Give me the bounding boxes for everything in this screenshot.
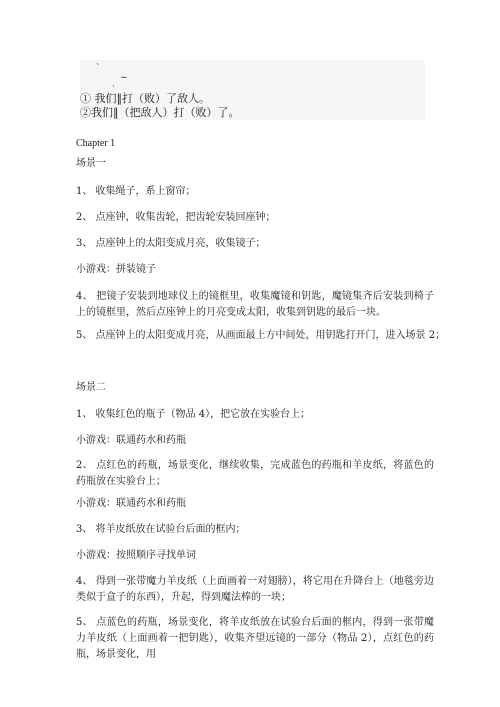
example-sentence-1: ① 我们‖打（败）了敌人。 (80, 92, 210, 105)
scene2-step5: 5、 点蓝色的药瓶，场景变化，将羊皮纸放在试验台后面的框内，得到一张带魔力羊皮纸（上面画着一把钥匙），收集齐望远镜的一部分（物品 2），点红色的药瓶，场景变化，用 (76, 617, 434, 660)
scene2-step2: 2、 点红色的药瓶，场景变化，继续收集，完成蓝色的药瓶和羊皮纸，将蓝色的药瓶放在实验台上； (76, 460, 434, 487)
stray-mark: ~ (120, 73, 128, 83)
scene1-step3: 3、 点座钟上的太阳变成月亮，收集镜子； (76, 238, 266, 249)
example-sentence-2: ②我们‖（把敌人）打（败）了。 (80, 106, 240, 119)
scene2-minigame3: 小游戏：按照顺序寻找单词 (76, 550, 196, 561)
stray-mark: ` (96, 64, 101, 74)
scene2-minigame1: 小游戏：联通药水和药瓶 (76, 435, 186, 446)
scene1-title: 场景一 (76, 158, 106, 169)
stray-mark: · (112, 82, 115, 92)
scene1-step4: 4、 把镜子安装到地球仪上的镜框里，收集魔镜和钥匙，魔镜集齐后安装到椅子上的镜框里，然后点座钟上的月亮变成太阳，收集到钥匙的最后一块。 (76, 291, 434, 318)
scene2-step1: 1、 收集红色的瓶子（物品 4），把它放在实验台上； (76, 409, 311, 420)
scene2-step3: 3、 将羊皮纸放在试验台后面的框内； (76, 524, 246, 535)
scene1-step5: 5、 点座钟上的太阳变成月亮，从画面最上方中间处，用钥匙打开门，进入场景 2； (76, 330, 446, 341)
chapter-heading: Chapter 1 (76, 138, 116, 149)
scene2-title: 场景二 (76, 382, 106, 393)
scene1-minigame: 小游戏：拼装镜子 (76, 264, 156, 275)
scene1-step2: 2、 点座钟，收集齿轮，把齿轮安装回座钟； (76, 212, 276, 223)
scene1-step1: 1、 收集绳子，系上窗帘； (76, 186, 196, 197)
scene2-minigame2: 小游戏：联通药水和药瓶 (76, 498, 186, 509)
scene2-step4: 4、 得到一张带魔力羊皮纸（上面画着一对翅膀），将它用在升降台上（地毯旁边类似于盒子的东西），升起，得到魔法棒的一块； (76, 576, 434, 603)
